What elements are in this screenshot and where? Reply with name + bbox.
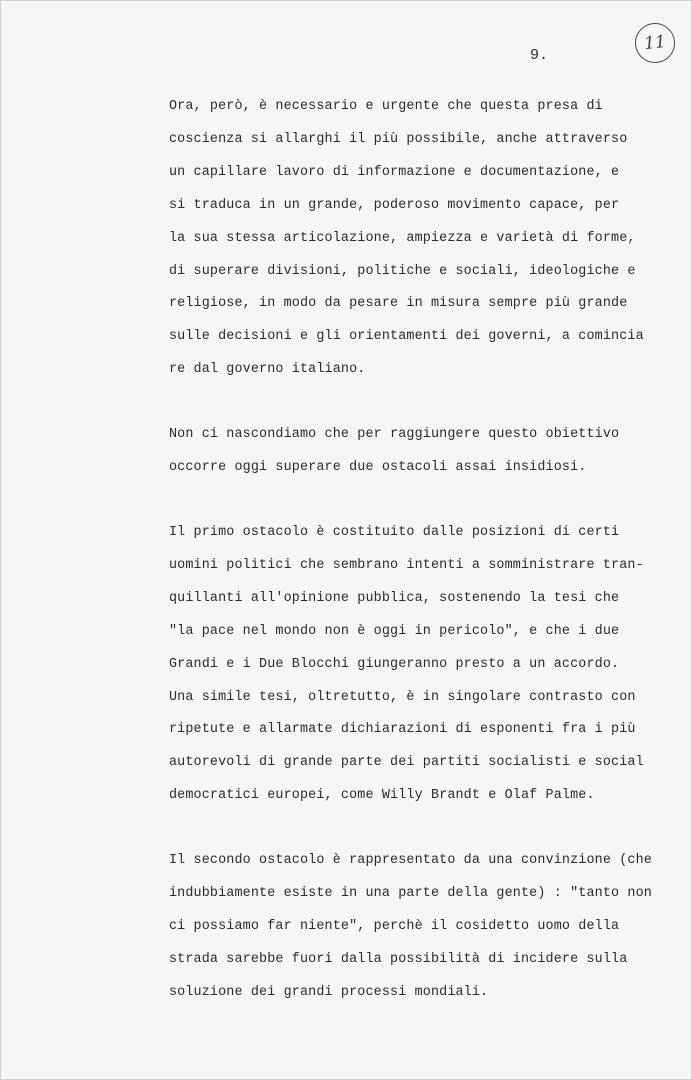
text-line: quillanti all'opinione pubblica, sostenendo la tesi che: [169, 590, 620, 606]
paragraph-4: [169, 845, 669, 1010]
text-line: un capillare lavoro di informazione e documentazione, e: [169, 164, 620, 180]
text-line: "la pace nel mondo non è oggi in pericolo", e che i due: [169, 623, 620, 639]
text-line: Una simile tesi, oltretutto, è in singolare contrasto con: [169, 689, 636, 705]
text-line: Il primo ostacolo è costituito dalle posizioni di certi: [169, 524, 620, 540]
text-line: occorre oggi superare due ostacoli assai insidiosi.: [169, 460, 587, 476]
text-line: strada sarebbe fuori dalla possibilità di incidere sulla: [169, 951, 628, 967]
text-line: Il secondo ostacolo è rappresentato da una convinzione (che: [169, 853, 652, 869]
text-line: democratici europei, come Willy Brandt e Olaf Palme.: [169, 788, 595, 804]
text-line: uomini politici che sembrano intenti a somministrare tran-: [169, 557, 644, 573]
text-line: indubbiamente esiste in una parte della gente) : "tanto non: [169, 886, 652, 902]
text-line: Ora, però, è necessario e urgente che questa presa di: [169, 99, 603, 114]
body-text: [169, 91, 669, 1010]
text-line: di superare divisioni, politiche e sociali, ideologiche e: [169, 263, 636, 279]
archive-stamp-mark: 11: [633, 21, 677, 65]
text-line: religiose, in modo da pesare in misura sempre più grande: [169, 296, 628, 312]
text-line: ci possiamo far niente", perchè il cosidetto uomo della: [169, 918, 620, 934]
text-line: Grandi e i Due Blocchi giungeranno presto a un accordo.: [169, 656, 620, 672]
text-line: coscienza si allarghi il più possibile, anche attraverso: [169, 131, 628, 147]
text-line: ripetute e allarmate dichiarazioni di esponenti fra i più: [169, 722, 636, 738]
paragraph-3: [169, 517, 669, 813]
paragraph-1: [169, 91, 669, 387]
text-line: la sua stessa articolazione, ampiezza e varietà di forme,: [169, 230, 636, 246]
text-line: sulle decisioni e gli orientamenti dei governi, a comincia: [169, 329, 644, 345]
text-line: soluzione dei grandi processi mondiali.: [169, 984, 489, 1000]
page-number: 9.: [530, 47, 549, 64]
paragraph-2: [169, 419, 669, 485]
text-line: re dal governo italiano.: [169, 362, 366, 378]
text-line: autorevoli di grande parte dei partiti socialisti e social: [169, 755, 644, 771]
text-line: si traduca in un grande, poderoso movimento capace, per: [169, 197, 620, 213]
text-line: Non ci nascondiamo che per raggiungere questo obiettivo: [169, 427, 620, 443]
